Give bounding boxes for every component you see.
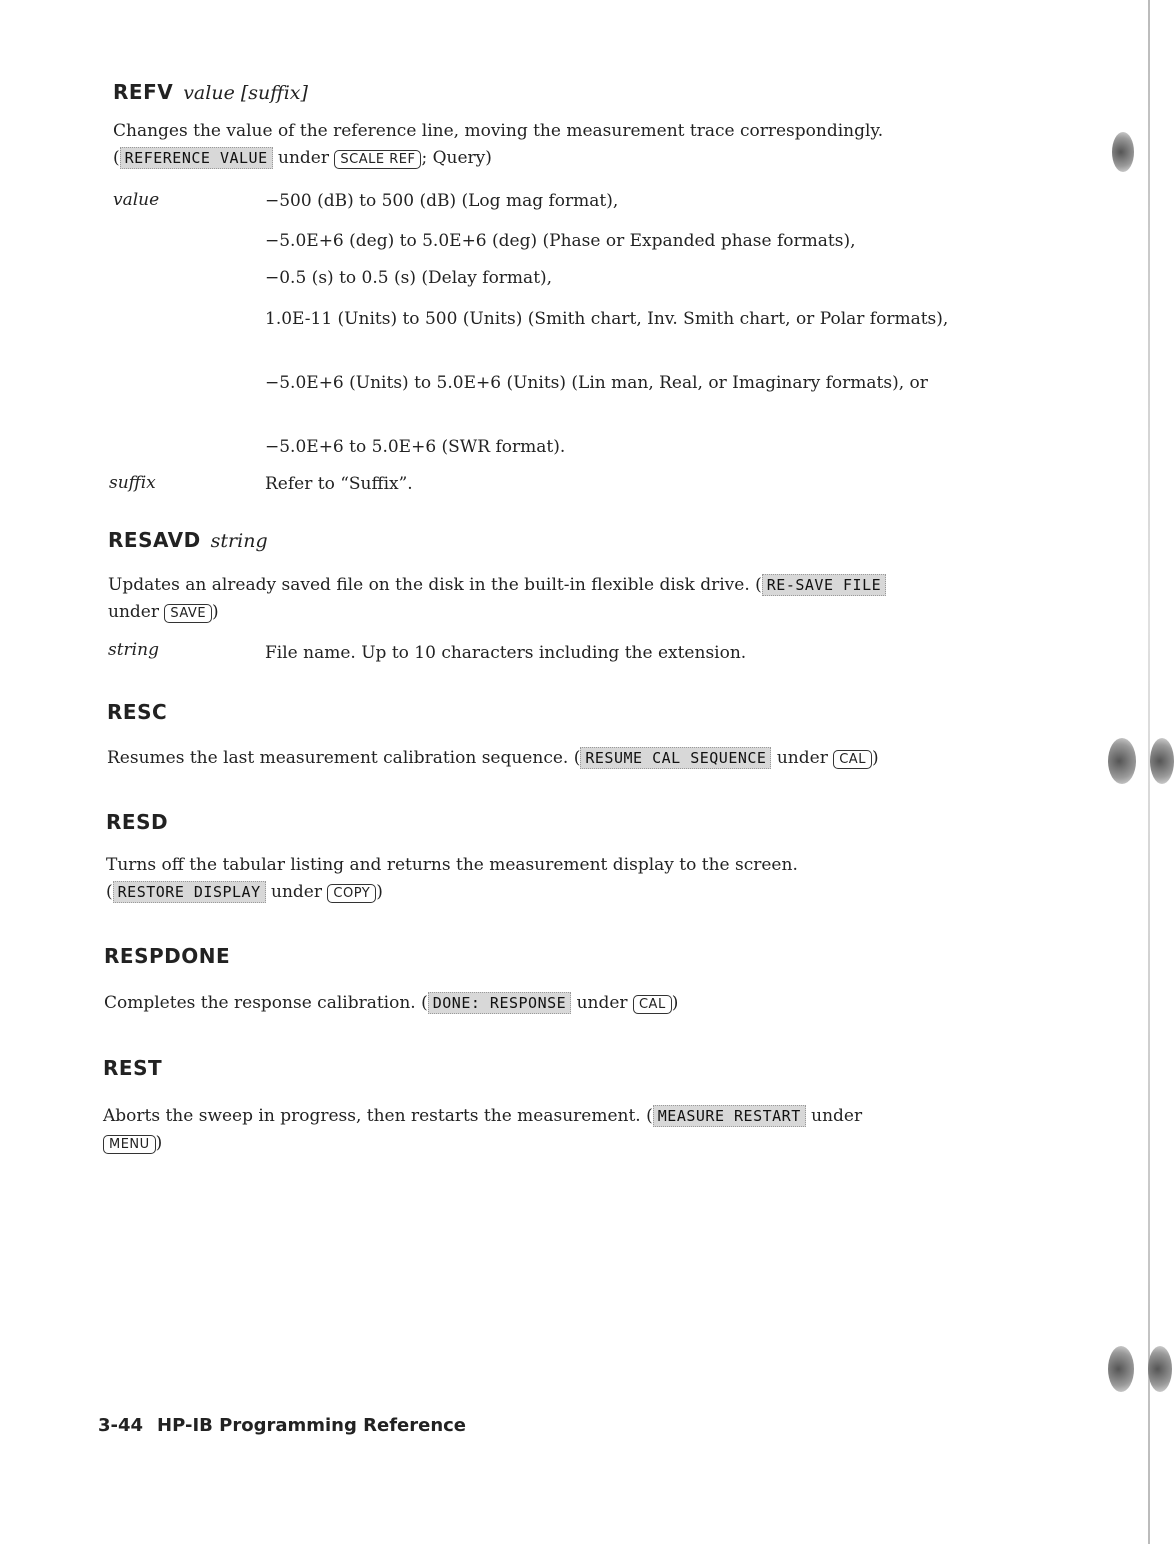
hardkey-label: SCALE REF	[334, 150, 421, 169]
resd-heading	[106, 810, 168, 834]
resc-description: Resumes the last measurement calibration sequence. ( RESUME CAL SEQUENCE under CAL )	[107, 748, 879, 768]
binder-edge	[1148, 0, 1150, 1544]
param-name: string	[108, 640, 159, 660]
resd-description: Turns off the tabular listing and returns the measurement display to the screen. ( RESTORE DISPLAY under COPY )	[106, 855, 798, 902]
hardkey-label: CAL	[833, 750, 872, 769]
hardkey-label: CAL	[633, 995, 672, 1014]
softkey-label: RESUME CAL SEQUENCE	[580, 747, 771, 769]
respdone-heading	[104, 944, 230, 968]
command-name: RESPDONE	[104, 944, 231, 968]
page-number: 3-44	[98, 1415, 144, 1436]
punch-hole	[1150, 738, 1174, 784]
softkey-label: MEASURE RESTART	[653, 1105, 806, 1127]
command-args: value [suffix]	[183, 82, 308, 104]
punch-hole	[1112, 132, 1134, 172]
respdone-description: Completes the response calibration. ( DONE: RESPONSE under CAL )	[104, 993, 679, 1013]
footer-title: HP-IB Programming Reference	[157, 1415, 467, 1436]
param-desc: File name. Up to 10 characters including the extension.	[265, 643, 747, 663]
param-desc: −0.5 (s) to 0.5 (s) (Delay format),	[265, 268, 553, 288]
param-desc: Refer to “Suffix”.	[265, 474, 413, 494]
command-name: REST	[103, 1056, 163, 1080]
param-desc: 1.0E-11 (Units) to 500 (Units) (Smith chart, Inv. Smith chart, or Polar formats),	[265, 309, 949, 329]
softkey-label: REFERENCE VALUE	[120, 147, 273, 169]
command-name: RESD	[106, 810, 169, 834]
command-args: string	[210, 530, 268, 552]
hardkey-label: COPY	[327, 884, 376, 903]
command-name: RESAVD	[108, 528, 201, 552]
param-desc: −5.0E+6 (deg) to 5.0E+6 (deg) (Phase or Expanded phase formats),	[265, 231, 856, 251]
hardkey-label: SAVE	[164, 604, 212, 623]
hardkey-label: MENU	[103, 1135, 156, 1154]
softkey-label: DONE: RESPONSE	[428, 992, 571, 1014]
resavd-heading	[108, 528, 268, 552]
param-name: value	[113, 190, 160, 210]
punch-hole	[1148, 1346, 1172, 1392]
punch-hole	[1108, 738, 1136, 784]
page-footer	[98, 1415, 466, 1436]
softkey-label: RE-SAVE FILE	[762, 574, 886, 596]
rest-heading	[103, 1056, 162, 1080]
param-desc: −500 (dB) to 500 (dB) (Log mag format),	[265, 191, 619, 211]
refv-description: Changes the value of the reference line, moving the measurement trace correspondingly. ( REFERENCE VALUE under SCALE REF ; Query)	[113, 121, 884, 168]
resc-heading	[107, 700, 167, 724]
rest-description: Aborts the sweep in progress, then restarts the measurement. ( MEASURE RESTART under MENU )	[103, 1106, 863, 1153]
param-name: suffix	[109, 473, 156, 493]
param-desc: −5.0E+6 to 5.0E+6 (SWR format).	[265, 437, 566, 457]
softkey-label: RESTORE DISPLAY	[113, 881, 266, 903]
resavd-description: Updates an already saved file on the disk in the built-in flexible disk drive. ( RE-SAVE FILE under SAVE )	[108, 572, 998, 626]
command-name: RESC	[107, 700, 168, 724]
param-desc: −5.0E+6 (Units) to 5.0E+6 (Units) (Lin man, Real, or Imaginary formats), or	[265, 373, 928, 393]
punch-hole	[1108, 1346, 1134, 1392]
refv-heading	[113, 80, 308, 104]
command-name: REFV	[113, 80, 174, 104]
